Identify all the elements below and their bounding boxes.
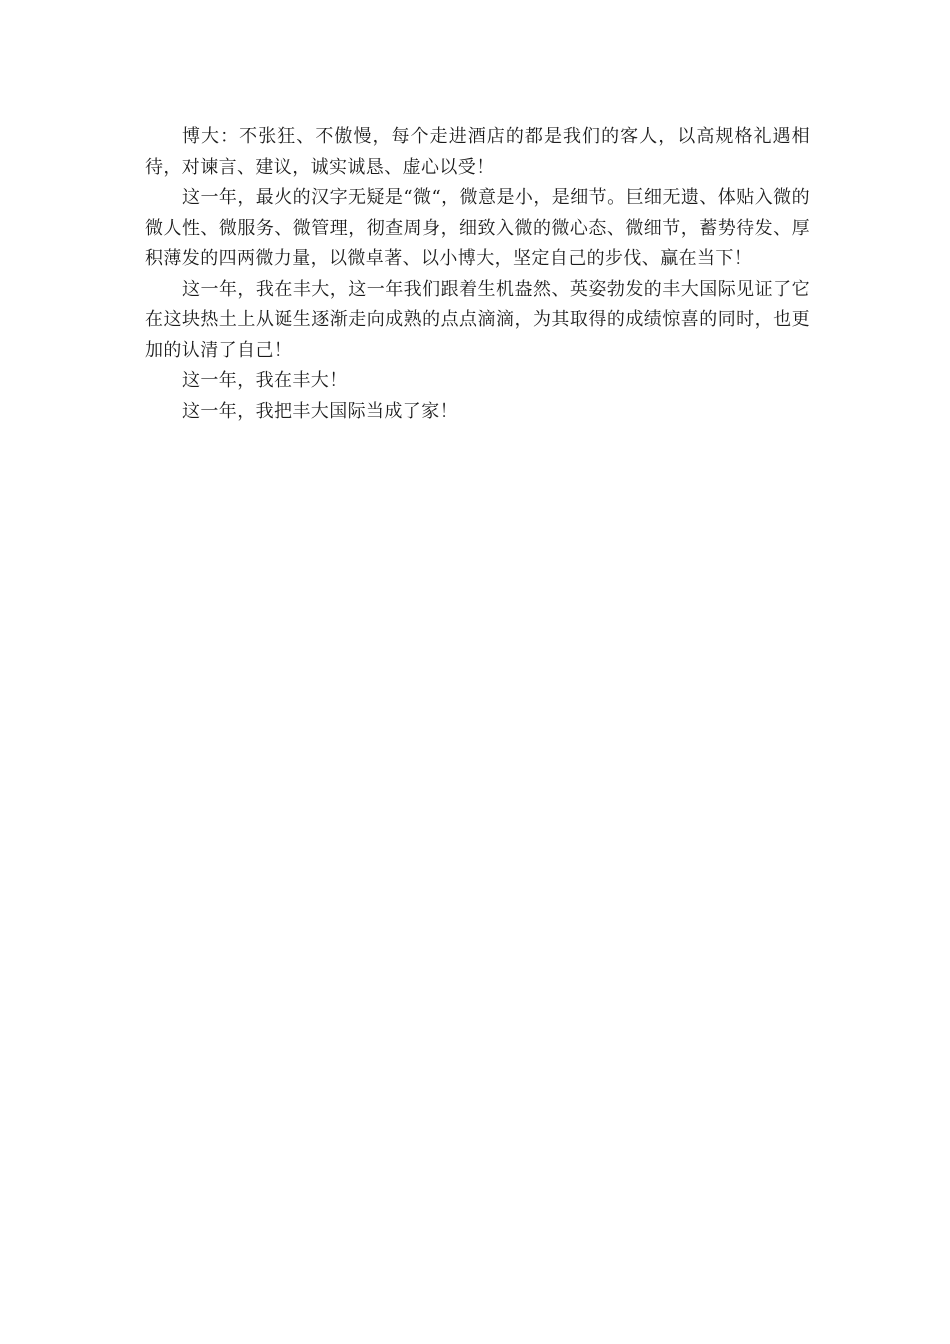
paragraph-4: 这一年，我在丰大！: [182, 370, 348, 391]
body-text: [145, 122, 810, 427]
paragraph-2: 这一年，最火的汉字无疑是“微“，微意是小，是细节。巨细无遗、体贴入微的微人性、微服务、微管理，彻查周身，细致入微的微心态、微细节，蓄势待发、厚积薄发的四两微力量，以微卓著、以小博大，坚定自己的步伐、赢在当下！: [145, 187, 810, 269]
paragraph-1: 博大：不张狂、不傲慢，每个走进酒店的都是我们的客人，以高规格礼遇相待，对谏言、建议，诚实诚恳、虚心以受！: [145, 126, 810, 178]
paragraph-5: 这一年，我把丰大国际当成了家！: [182, 400, 458, 422]
paragraph-3: 这一年，我在丰大，这一年我们跟着生机盎然、英姿勃发的丰大国际见证了它在这块热土上从诞生逐渐走向成熟的点点滴滴，为其取得的成绩惊喜的同时，也更加的认清了自己！: [145, 278, 810, 361]
